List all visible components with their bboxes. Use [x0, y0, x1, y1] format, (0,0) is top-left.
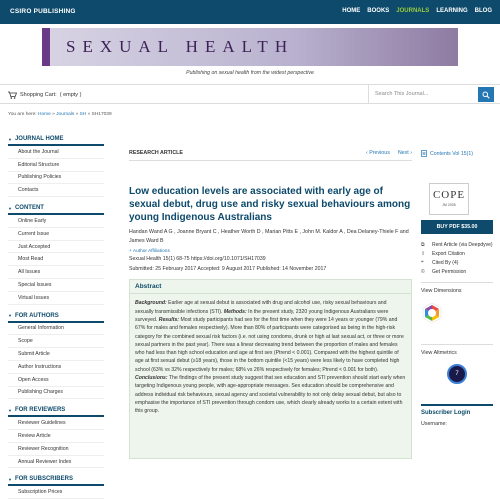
nav-books[interactable]: BOOKS	[367, 8, 390, 14]
dimensions-badge-icon[interactable]	[421, 302, 443, 324]
sidebar-item[interactable]: Most Read	[8, 253, 104, 266]
breadcrumb-home[interactable]: Home	[37, 112, 51, 117]
quote-icon: ❝	[421, 260, 424, 266]
abstract-background-label: Background:	[135, 300, 167, 307]
sidebar-item[interactable]: Submit Article	[8, 348, 104, 361]
right-sidebar	[421, 150, 493, 427]
sidebar-item[interactable]: Publishing Charges	[8, 387, 104, 400]
abstract-body	[130, 294, 411, 420]
sidebar-heading-for-reviewers[interactable]: ▼ FOR REVIEWERS	[8, 407, 104, 417]
abstract-background: Earlier age at sexual debut is associated with drug and alcohol use, risky sexual behaviours and sexually transmissible infections (STI).	[135, 300, 387, 315]
banner-title: SEXUAL HEALTH	[66, 37, 295, 56]
sidebar-section-content	[8, 205, 104, 304]
search-input[interactable]: Search This Journal...	[368, 85, 476, 103]
sidebar-item[interactable]: Special Issues	[8, 279, 104, 292]
search-icon	[482, 91, 490, 99]
article-type-label: RESEARCH ARTICLE	[129, 150, 183, 156]
sidebar-section-for-subscribers	[8, 476, 104, 499]
copyright-icon: ©	[421, 269, 425, 275]
altmetric-badge[interactable]: 7	[447, 364, 467, 384]
brand-logo[interactable]: CSIRO PUBLISHING	[10, 8, 76, 15]
nav-home[interactable]: HOME	[342, 8, 361, 14]
sidebar-item[interactable]: Author Instructions	[8, 361, 104, 374]
cope-logo[interactable]	[429, 183, 469, 215]
sidebar-item[interactable]: Annual Reviewer Index	[8, 456, 104, 469]
article-nav	[366, 150, 412, 156]
sidebar-item[interactable]: Editorial Structure	[8, 159, 104, 172]
article-dates: Submitted: 25 February 2017 Accepted: 9 August 2017 Published: 14 November 2017	[129, 265, 327, 272]
article-authors: Handan Wand A G , Joanne Bryant C , Heather Worth D , Marian Pitts E , John M. Kaldor A , Dea Delaney-Thiele F and James Ward B	[129, 229, 409, 244]
sidebar-heading-content[interactable]: ▼ CONTENT	[8, 205, 104, 215]
buy-pdf-button[interactable]: BUY PDF $35.00	[421, 220, 493, 234]
sidebar-item[interactable]: Current Issue	[8, 228, 104, 241]
author-affiliations-toggle[interactable]: + Author Affiliations	[129, 249, 170, 255]
abstract-methods: In the present study, 2320 young Indigenous Australians were surveyed.	[135, 308, 389, 323]
left-sidebar	[8, 136, 104, 500]
sidebar-heading-for-subscribers[interactable]: ▼ FOR SUBSCRIBERS	[8, 476, 104, 486]
caret-down-icon: ▼	[8, 476, 12, 482]
cited-by-link[interactable]: ❝ Cited By (4)	[421, 260, 459, 266]
previous-link[interactable]: ‹ Previous	[365, 150, 390, 156]
shopping-cart[interactable]	[8, 91, 81, 99]
sidebar-item[interactable]: Open Access	[8, 374, 104, 387]
sidebar-item[interactable]: Reviewer Guidelines	[8, 417, 104, 430]
document-icon	[421, 150, 427, 157]
abstract-box	[129, 279, 412, 459]
next-link[interactable]: Next ›	[397, 150, 412, 156]
contents-link[interactable]: Contents Vol 15(1)	[421, 150, 493, 157]
export-icon: ⇪	[421, 251, 426, 257]
cart-status: ( empty )	[59, 92, 82, 98]
nav-learning[interactable]: LEARNING	[436, 8, 468, 14]
sidebar-item[interactable]: Scope	[8, 335, 104, 348]
sidebar-item[interactable]: General Information	[8, 323, 104, 336]
caret-down-icon: ▼	[8, 205, 12, 211]
sidebar-item[interactable]: Reviewer Recognition	[8, 443, 104, 456]
breadcrumb-current: SH17039	[91, 112, 112, 117]
breadcrumb-journals[interactable]: Journals	[56, 112, 75, 117]
view-altmetrics-label: View Altmetrics	[421, 350, 457, 356]
get-permission-link[interactable]: © Get Permission	[421, 269, 467, 275]
breadcrumb-sh[interactable]: SH	[79, 112, 87, 117]
cope-word: COPE	[432, 189, 466, 201]
sidebar-item[interactable]: Online Early	[8, 215, 104, 228]
sidebar-item[interactable]: Publishing Policies	[8, 172, 104, 185]
sidebar-heading-for-authors[interactable]: ▼ FOR AUTHORS	[8, 313, 104, 323]
article-toolbar	[129, 150, 412, 161]
cart-icon	[8, 91, 17, 99]
article-main	[129, 150, 412, 459]
breadcrumb-prefix: You are here:	[8, 112, 37, 117]
sidebar-item[interactable]: Virtual Issues	[8, 292, 104, 305]
search-button[interactable]	[478, 87, 494, 102]
journal-banner[interactable]	[42, 28, 458, 66]
abstract-conclusions-label: Conclusions:	[135, 375, 168, 382]
breadcrumb: You are here: Home » Journals » SH » SH17039	[8, 112, 112, 117]
abstract-conclusions: The findings of the present study suggest that sex education and STI prevention should start early when targeting Indigenous young people, with age-appropriate messages. Sex education should be comprehensive and address individual risk behaviours, sexual agency and societal vulnerability to not only delay sexual debut, but also to emphasise the importance of STI prevention through condom use, which clearly already works to a certain extent with this group.	[135, 375, 406, 415]
sidebar-item[interactable]: Subscription Prices	[8, 486, 104, 499]
abstract-results: Most study participants had sex for the first time when they were 14 years or younger (79% and 67% for males and females respectively). More than 80% of participants were categorised as being in the high-risk category for the combined sexual risk factors (i.e. not using condoms, drunk or high at last sexual act, or three or more sexual partners in the past year). There was a linear decreasing trend between the proportion of males and females who had less than high school education and age at first sex (Ptrend < 0.001). Compared with the highest quintile of age at first sexual debut (≥18 years), those in the bottom quintile (<15 years) were less likely to have completed high school (63% vs 32% respectively for males; 68% vs 26% respectively for females; Ptrend < 0.001 for both).	[135, 316, 404, 373]
sidebar-section-for-reviewers	[8, 407, 104, 468]
dimensions-panel	[421, 282, 493, 326]
sidebar-item[interactable]: Review Article	[8, 430, 104, 443]
cart-search-bar	[0, 84, 500, 104]
subscriber-login-heading: Subscriber Login	[421, 410, 471, 416]
sidebar-section-for-authors	[8, 313, 104, 400]
caret-down-icon: ▼	[8, 136, 12, 142]
sidebar-item[interactable]: About the Journal	[8, 146, 104, 159]
sidebar-item[interactable]: All Issues	[8, 266, 104, 279]
article-citation: Sexual Health 15(1) 68-75 https://doi.org/10.1071/SH17039	[129, 256, 266, 263]
top-nav	[342, 8, 492, 14]
cart-label: Shopping Cart:	[20, 92, 57, 98]
abstract-methods-label: Methods:	[223, 308, 247, 315]
abstract-results-label: Results:	[158, 316, 180, 323]
article-title: Low education levels are associated with early age of sexual debut, drug use and risky sexual behaviours among young Indigenous Australians	[129, 186, 411, 223]
rent-article-link[interactable]: ⧉ Rent Article (via Deepdyve)	[421, 242, 493, 248]
caret-down-icon: ▼	[8, 407, 12, 413]
top-navbar	[0, 0, 500, 24]
article-actions	[421, 242, 493, 276]
username-label: Username:	[421, 421, 447, 427]
sidebar-section-journal-home	[8, 136, 104, 197]
subscriber-login	[421, 404, 493, 427]
view-dimensions-label: View Dimensions	[421, 288, 462, 294]
banner-strip	[42, 28, 50, 66]
rent-icon: ⧉	[421, 242, 425, 248]
nav-journals[interactable]: JOURNALS	[396, 8, 430, 14]
caret-down-icon: ▼	[8, 313, 12, 319]
export-citation-link[interactable]: ⇪ Export Citation	[421, 251, 465, 257]
nav-blog[interactable]: BLOG	[474, 8, 492, 14]
sidebar-heading-journal-home[interactable]: ▼ JOURNAL HOME	[8, 136, 104, 146]
sidebar-item[interactable]: Contacts	[8, 184, 104, 197]
altmetrics-panel	[421, 344, 493, 384]
abstract-heading: Abstract	[130, 280, 411, 294]
sidebar-item[interactable]: Just Accepted	[8, 241, 104, 254]
banner-tagline: Publishing on sexual health from the widest perspective	[186, 70, 314, 76]
cope-sub: JM 2005	[442, 203, 456, 207]
